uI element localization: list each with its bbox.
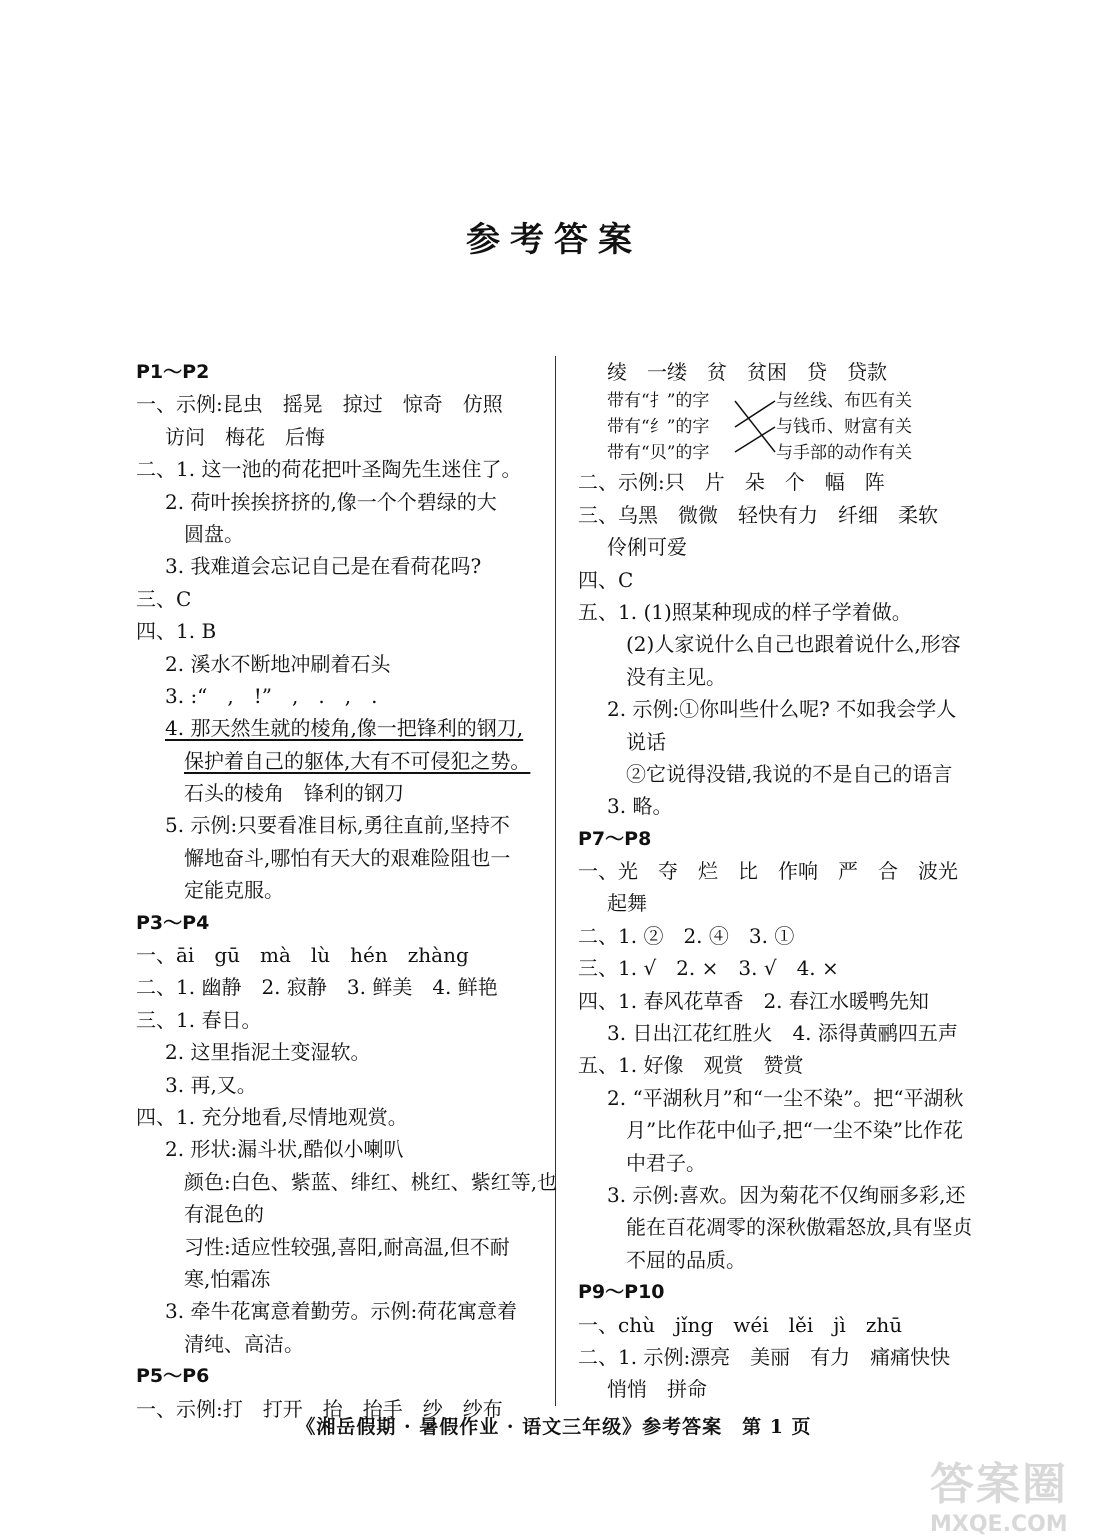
answer-line: 2. 示例:①你叫些什么呢? 不如我会学人 xyxy=(607,697,957,722)
answer-line: 定能克服。 xyxy=(184,878,284,903)
answer-line: (2)人家说什么自己也跟着说什么,形容 xyxy=(626,632,961,657)
page-footer: 《湘岳假期 · 暑假作业 · 语文三年级》参考答案 第 1 页 xyxy=(296,1416,812,1438)
answer-line: 3. :“ , !” , . , . xyxy=(165,683,378,708)
answer-line: 三、1. 春日。 xyxy=(136,1007,262,1032)
answer-line: 颜色:白色、紫蓝、绯红、桃红、紫红等,也 xyxy=(184,1169,558,1194)
answer-line: 月”比作花中仙子,把“一尘不染”比作花 xyxy=(626,1118,964,1143)
match-right-item: 与丝线、布匹有关 xyxy=(776,391,912,412)
answer-line: 3. 我难道会忘记自己是在看荷花吗? xyxy=(165,554,482,579)
answer-line: 圆盘。 xyxy=(184,521,244,546)
watermark-sub: MXQE.COM xyxy=(930,1512,1068,1537)
answer-line: 寒,怕霜冻 xyxy=(184,1266,271,1291)
watermark-main: 答案圈 xyxy=(930,1459,1068,1510)
answer-line: 清纯、高洁。 xyxy=(184,1331,304,1356)
match-line xyxy=(735,401,775,452)
answer-line: 四、1. 春风花草香 2. 春江水暖鸭先知 xyxy=(578,988,929,1013)
answer-line: 一、chù jǐng wéi lěi jì zhū xyxy=(578,1312,903,1337)
answer-line: 3. 牵牛花寓意着勤劳。示例:荷花寓意着 xyxy=(165,1299,518,1324)
answer-line: 四、1. 充分地看,尽情地观赏。 xyxy=(136,1104,408,1129)
match-left-item: 带有“贝”的字 xyxy=(607,443,710,464)
answer-line: 不屈的品质。 xyxy=(626,1247,746,1272)
answer-line: ②它说得没错,我说的不是自己的语言 xyxy=(626,761,953,786)
underlined-answer xyxy=(136,712,546,744)
watermark-logo xyxy=(930,1448,1098,1537)
section-heading: P3～P4 xyxy=(136,911,210,934)
matching-exercise xyxy=(578,388,988,466)
answer-line: 一、示例:昆虫 摇晃 掠过 惊奇 仿照 xyxy=(136,392,503,417)
answer-line: 2. 这里指泥土变湿软。 xyxy=(165,1040,371,1065)
answer-line: 四、1. B xyxy=(136,619,217,644)
underlined-text: 保护着自己的躯体,大有不可侵犯之势。 xyxy=(184,748,531,773)
section-heading: P7～P8 xyxy=(578,827,652,850)
match-right-item: 与手部的动作有关 xyxy=(776,443,912,464)
answer-line: 一、āi gū mà lù hén zhàng xyxy=(136,943,469,968)
answer-line: 3. 日出江花红胜火 4. 添得黄鹂四五声 xyxy=(607,1021,958,1046)
answer-line: 伶俐可爱 xyxy=(607,535,687,560)
answer-line: 起舞 xyxy=(607,891,647,916)
answer-line: 说话 xyxy=(626,729,666,754)
answer-line: 访问 梅花 后悔 xyxy=(165,424,325,449)
answer-line: 二、1. ② 2. ④ 3. ① xyxy=(578,923,795,948)
answer-line: 一、示例:打 打开 抬 抬手 纱 纱布 xyxy=(136,1396,503,1421)
answer-line: 能在百花凋零的深秋傲霜怒放,具有坚贞 xyxy=(626,1215,973,1240)
underlined-answer xyxy=(136,745,546,777)
answer-line: 没有主见。 xyxy=(626,664,726,689)
answer-line: 2. “平湖秋月”和“一尘不染”。把“平湖秋 xyxy=(607,1085,964,1110)
answer-line: 二、1. 这一池的荷花把叶圣陶先生迷住了。 xyxy=(136,457,522,482)
answer-line: 2. 溪水不断地冲刷着石头 xyxy=(165,651,391,676)
answer-line: 二、示例:只 片 朵 个 幅 阵 xyxy=(578,470,885,495)
underlined-text: 4. 那天然生就的棱角,像一把锋利的钢刀, xyxy=(165,716,524,741)
match-lines xyxy=(733,390,777,464)
answer-line: 2. 形状:漏斗状,酷似小喇叭 xyxy=(165,1137,404,1162)
answer-line: 三、乌黑 微微 轻快有力 纤细 柔软 xyxy=(578,502,938,527)
answer-line: 绫 一缕 贫 贫困 贷 贷款 xyxy=(607,360,887,384)
section-heading: P1～P2 xyxy=(136,361,210,383)
page-title: 参考答案 xyxy=(466,220,642,260)
answer-line: 2. 荷叶挨挨挤挤的,像一个个碧绿的大 xyxy=(165,489,497,514)
answer-line: 懈地奋斗,哪怕有天大的艰难险阻也一 xyxy=(184,845,511,870)
answer-line: 三、C xyxy=(136,586,192,611)
answer-line: 悄悄 拼命 xyxy=(607,1377,707,1402)
answer-line: 3. 略。 xyxy=(607,794,673,819)
right-column xyxy=(578,356,988,1406)
answer-line: 五、1. 好像 观赏 赞赏 xyxy=(578,1053,804,1078)
match-left-item: 带有“扌”的字 xyxy=(607,391,710,412)
answer-line: 二、1. 幽静 2. 寂静 3. 鲜美 4. 鲜艳 xyxy=(136,975,498,1000)
answer-line: 五、1. (1)照某种现成的样子学着做。 xyxy=(578,599,912,624)
answer-line: 四、C xyxy=(578,567,634,592)
section-heading: P5～P6 xyxy=(136,1365,210,1388)
answer-line: 习性:适应性较强,喜阳,耐高温,但不耐 xyxy=(184,1234,510,1259)
match-line xyxy=(735,427,775,452)
answer-line: 二、1. 示例:漂亮 美丽 有力 痛痛快快 xyxy=(578,1344,951,1369)
answer-line: 三、1. √ 2. × 3. √ 4. × xyxy=(578,956,839,981)
column-divider xyxy=(555,356,556,1406)
answer-line: 3. 示例:喜欢。因为菊花不仅绚丽多彩,还 xyxy=(607,1182,966,1207)
match-left-item: 带有“纟”的字 xyxy=(607,417,710,438)
answer-line: 3. 再,又。 xyxy=(165,1072,257,1097)
match-right-item: 与钱币、财富有关 xyxy=(776,417,912,438)
answer-line: 中君子。 xyxy=(626,1150,706,1175)
answer-line: 5. 示例:只要看准目标,勇往直前,坚持不 xyxy=(165,813,510,838)
answer-line: 有混色的 xyxy=(184,1202,264,1227)
left-column xyxy=(136,356,558,1425)
answer-line: 石头的棱角 锋利的钢刀 xyxy=(184,781,404,806)
section-heading: P9～P10 xyxy=(578,1281,665,1304)
match-line xyxy=(735,401,775,427)
answer-line: 一、光 夺 烂 比 作响 严 合 波光 xyxy=(578,859,958,884)
